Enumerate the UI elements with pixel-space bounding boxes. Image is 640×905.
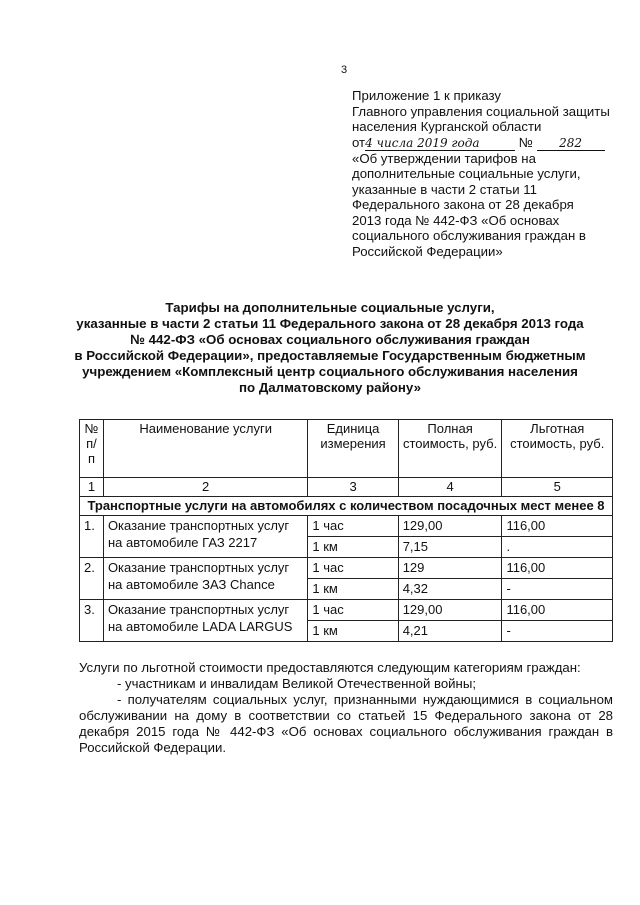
unit-cell: 1 км	[308, 537, 398, 558]
appendix-subject-line: Федерального закона от 28 декабря	[352, 197, 574, 212]
handwritten-number: 282	[537, 137, 605, 151]
row-number: 2.	[80, 558, 104, 600]
header-service-name: Наименование услуги	[103, 420, 307, 478]
footer-item: - участникам и инвалидам Великой Отечественной войны;	[117, 676, 476, 691]
header-full-cost: Полная стоимость, руб.	[398, 420, 502, 478]
appendix-subject-line: социального обслуживания граждан в	[352, 228, 586, 243]
table-row	[80, 600, 613, 621]
full-cost-cell: 129,00	[398, 516, 502, 537]
section-row	[80, 497, 613, 516]
full-cost-cell: 7,15	[398, 537, 502, 558]
discount-cost-cell: 116,00	[502, 558, 613, 579]
footer-intro: Услуги по льготной стоимости предоставляются следующим категориям граждан:	[79, 660, 581, 675]
tariffs-table	[79, 419, 613, 642]
row-number: 3.	[80, 600, 104, 642]
document-title	[60, 300, 600, 396]
discount-cost-cell: 116,00	[502, 600, 613, 621]
column-number: 3	[308, 478, 398, 497]
column-number: 5	[502, 478, 613, 497]
unit-cell: 1 км	[308, 579, 398, 600]
column-number: 1	[80, 478, 104, 497]
number-label: №	[518, 134, 533, 150]
section-title: Транспортные услуги на автомобилях с количеством посадочных мест менее 8	[80, 497, 613, 516]
service-name: Оказание транспортных услуг на автомобиле LADA LARGUS	[103, 600, 307, 642]
table-row	[80, 516, 613, 537]
column-number-row	[80, 478, 613, 497]
title-line: Тарифы на дополнительные социальные услуги,	[165, 300, 495, 315]
title-line: в Российской Федерации», предоставляемые Государственным бюджетным	[74, 348, 586, 363]
discount-cost-cell: -	[502, 579, 613, 600]
appendix-subject-line: «Об утверждении тарифов на	[352, 150, 536, 166]
discount-cost-cell: -	[502, 621, 613, 642]
appendix-subject-line: 2013 года № 442-ФЗ «Об основах	[352, 212, 560, 228]
footer-notes	[79, 660, 613, 756]
title-line: по Далматовскому району»	[238, 380, 422, 395]
row-number: 1.	[80, 516, 104, 558]
unit-cell: 1 км	[308, 621, 398, 642]
page-number: 3	[341, 64, 348, 76]
header-discount-cost: Льготная стоимость, руб.	[502, 420, 613, 478]
table-header-row	[80, 420, 613, 478]
from-label: от	[352, 134, 366, 150]
appendix-block	[352, 88, 622, 259]
unit-cell: 1 час	[308, 600, 398, 621]
full-cost-cell: 129,00	[398, 600, 502, 621]
appendix-line-1: Приложение 1 к приказу	[352, 88, 502, 103]
appendix-subject-line: Российской Федерации»	[352, 243, 503, 259]
appendix-line-2: Главного управления социальной защиты	[352, 103, 610, 119]
unit-cell: 1 час	[308, 558, 398, 579]
unit-cell: 1 час	[308, 516, 398, 537]
header-number: № п/п	[80, 420, 104, 478]
handwritten-date: 4 числа 2019 года	[365, 137, 515, 151]
appendix-subject-line: указанные в части 2 статьи 11	[352, 181, 537, 197]
full-cost-cell: 4,32	[398, 579, 502, 600]
service-name: Оказание транспортных услуг на автомобиле ЗАЗ Chance	[103, 558, 307, 600]
header-unit: Единица измерения	[308, 420, 398, 478]
full-cost-cell: 129	[398, 558, 502, 579]
appendix-line-3: населения Курганской области	[352, 119, 542, 134]
column-number: 2	[103, 478, 307, 497]
full-cost-cell: 4,21	[398, 621, 502, 642]
appendix-subject-line: дополнительные социальные услуги,	[352, 166, 581, 181]
appendix-date-line	[352, 135, 622, 151]
title-line: № 442-ФЗ «Об основах социального обслуживания граждан	[130, 332, 530, 347]
discount-cost-cell: 116,00	[502, 516, 613, 537]
footer-item: - получателям социальных услуг, признанными нуждающимися в социальном обслуживании на дому в соответствии со статьей 15 Федерального закона от 28 декабря 2015 года № 442-ФЗ «Об основах социального обслуживания граждан в Российской Федерации.	[79, 692, 613, 755]
discount-cost-cell: .	[502, 537, 613, 558]
title-line: учреждением «Комплексный центр социального обслуживания населения	[82, 364, 578, 379]
column-number: 4	[398, 478, 502, 497]
service-name: Оказание транспортных услуг на автомобиле ГАЗ 2217	[103, 516, 307, 558]
table-row	[80, 558, 613, 579]
title-line: указанные в части 2 статьи 11 Федерального закона от 28 декабря 2013 года	[76, 316, 584, 331]
